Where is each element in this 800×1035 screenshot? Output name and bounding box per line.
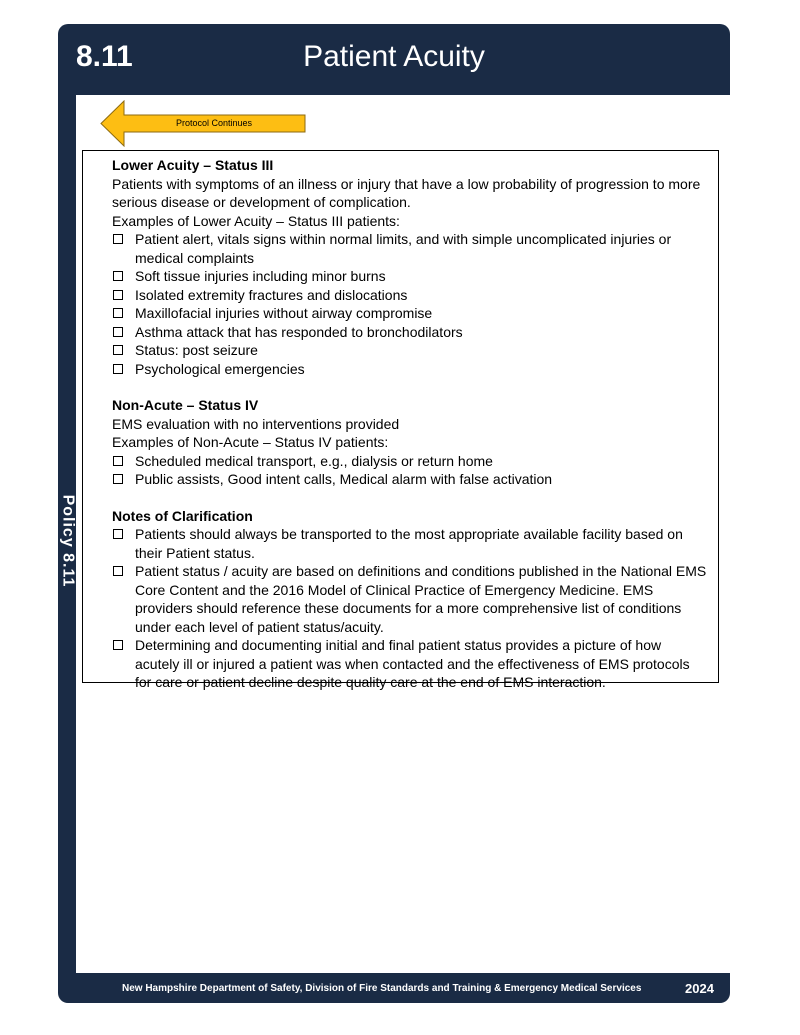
content-box: [82, 150, 719, 690]
section-title-lower-acuity: Lower Acuity – Status III: [112, 157, 274, 173]
list-item-text: Determining and documenting initial and final patient status provides a picture of how acutely ill or injured a patient was when contacted and the effectiveness of EMS protocols for care or patient decline despite quality care at the end of EMS interaction.: [135, 637, 690, 690]
notes-list: [112, 525, 708, 692]
lower-acuity-list: [112, 230, 708, 378]
checkbox-icon: [113, 234, 123, 244]
list-item: [112, 360, 708, 379]
list-item: [112, 267, 708, 286]
footer-year: 2024: [685, 981, 714, 996]
checkbox-icon: [113, 474, 123, 484]
section-description: Patients with symptoms of an illness or injury that have a low probability of progression to more serious disease or development of complication.: [112, 175, 701, 210]
list-item: [112, 470, 708, 489]
list-item: [112, 323, 708, 342]
protocol-number: 8.11: [76, 40, 133, 73]
list-item-text: Isolated extremity fractures and dislocations: [135, 286, 408, 303]
checkbox-icon: [113, 308, 123, 318]
list-item-text: Scheduled medical transport, e.g., dialysis or return home: [135, 452, 493, 469]
list-item: [112, 452, 708, 471]
list-item-text: Maxillofacial injuries without airway compromise: [135, 305, 433, 321]
list-item-text: Status: post seizure: [135, 342, 258, 358]
protocol-continues-label[interactable]: Protocol Continues: [175, 118, 253, 128]
page-title: Patient Acuity: [303, 40, 485, 73]
checkbox-icon: [113, 364, 123, 374]
examples-label: Examples of Lower Acuity – Status III patients:: [112, 212, 400, 229]
checkbox-icon: [113, 566, 123, 576]
section-title-non-acute: Non-Acute – Status IV: [112, 397, 259, 413]
checkbox-icon: [113, 271, 123, 281]
checkbox-icon: [113, 529, 123, 539]
list-item-text: Soft tissue injuries including minor burns: [135, 268, 386, 284]
checkbox-icon: [113, 640, 123, 650]
list-item-text: Patient alert, vitals signs within normal limits, and with simple uncomplicated injuries or medical complaints: [135, 231, 672, 266]
list-item: [112, 525, 708, 562]
section-title-notes: Notes of Clarification: [112, 507, 253, 524]
list-item: [112, 304, 708, 323]
list-item: [112, 562, 708, 636]
side-tab-label: Policy 8.11: [59, 494, 76, 588]
section-description: EMS evaluation with no interventions provided: [112, 415, 400, 432]
examples-label: Examples of Non-Acute – Status IV patients:: [112, 434, 389, 450]
list-item-text: Public assists, Good intent calls, Medical alarm with false activation: [135, 471, 553, 487]
list-item: [112, 230, 708, 267]
list-item: [112, 341, 708, 360]
list-item-text: Patients should always be transported to the most appropriate available facility based on their Patient status.: [135, 526, 683, 561]
side-tab: [56, 486, 78, 596]
footer-organization: New Hampshire Department of Safety, Division of Fire Standards and Training & Emergency Medical Services: [122, 983, 642, 994]
list-item-text: Patient status / acuity are based on definitions and conditions published in the National EMS Core Content and the 2016 Model of Clinical Practice of Emergency Medicine. EMS providers should reference these documents for a more comprehensive list of conditions under each level of patient status/acuity.: [135, 563, 707, 635]
non-acute-list: [112, 452, 708, 489]
list-item: [112, 636, 708, 692]
checkbox-icon: [113, 345, 123, 355]
checkbox-icon: [113, 327, 123, 337]
checkbox-icon: [113, 456, 123, 466]
list-item-text: Psychological emergencies: [135, 360, 305, 377]
list-item: [112, 286, 708, 305]
checkbox-icon: [113, 290, 123, 300]
list-item-text: Asthma attack that has responded to bronchodilators: [135, 323, 463, 340]
